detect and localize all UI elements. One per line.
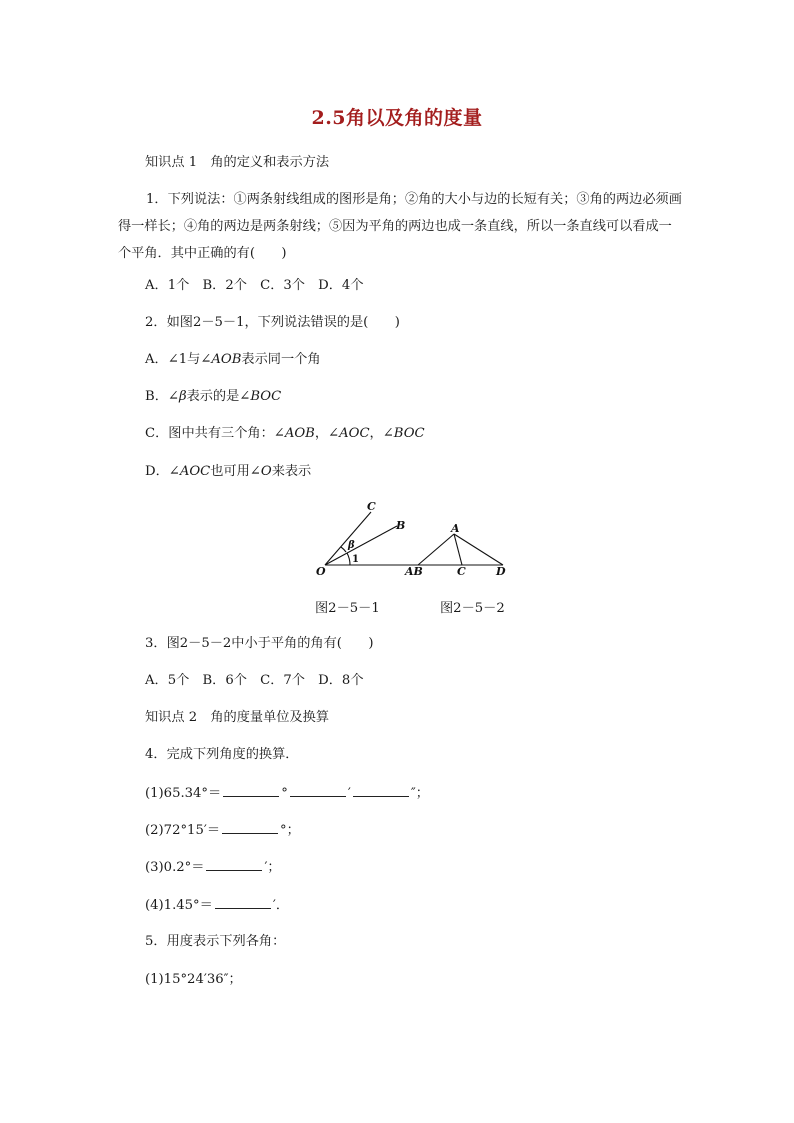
question-3-options: A．5个 B．6个 C．7个 D．8个 — [145, 673, 364, 688]
question-1-options: A．1个 B．2个 C．3个 D．4个 — [145, 278, 364, 293]
question-2-option-b: B．∠β表示的是∠BOC — [145, 389, 282, 404]
answer-blank[interactable] — [223, 784, 279, 797]
question-2-stem: 2．如图2－5－1，下列说法错误的是( ) — [145, 315, 400, 330]
label-c: C — [367, 500, 376, 513]
figure-caption-1: 图2－5－1 — [315, 601, 380, 616]
label-c2: C — [457, 565, 466, 578]
label-ab: AB — [405, 565, 423, 578]
ray-ob — [325, 526, 397, 565]
answer-blank[interactable] — [222, 821, 278, 834]
figure-2-5-2-lines — [412, 534, 503, 565]
question-4-part-3: (3)0.2°＝ ′； — [145, 860, 281, 875]
question-2-option-c: C．图中共有三个角：∠AOB，∠AOC，∠BOC — [145, 426, 425, 441]
ray-oc — [325, 512, 371, 565]
question-1-text: 1．下列说法：①两条射线组成的图形是角；②角的大小与边的长短有关；③角的两边必须画得一样长；④角的两边是两条射线；⑤因为平角的两边也成一条直线，所以一条直线可以看成一个平角．其中正确的有( ) — [118, 192, 682, 261]
label-o: O — [316, 565, 326, 578]
label-b: B — [396, 519, 406, 532]
angle-beta-arc — [341, 547, 346, 552]
angle-1-arc — [347, 553, 350, 565]
question-2-option-d: D．∠AOC也可用∠O来表示 — [145, 464, 312, 479]
question-4-part-2: (2)72°15′＝ °； — [145, 823, 300, 838]
answer-blank[interactable] — [215, 896, 271, 909]
question-4-part-1: (1)65.34°＝ ° ′ ″； — [145, 786, 429, 801]
question-4-part-4: (4)1.45°＝ ′． — [145, 898, 290, 913]
question-3-stem: 3．图2－5－2中小于平角的角有( ) — [145, 636, 374, 651]
answer-blank[interactable] — [353, 784, 409, 797]
segment-ab — [418, 534, 454, 565]
label-a: A — [451, 522, 460, 535]
label-d: D — [496, 565, 506, 578]
question-2-option-a: A．∠1与∠AOB表示同一个角 — [145, 352, 321, 367]
label-beta: β — [348, 540, 355, 551]
label-angle-1: 1 — [352, 554, 359, 565]
section-heading-1: 知识点 1 角的定义和表示方法 — [145, 155, 330, 170]
answer-blank[interactable] — [206, 858, 262, 871]
figure-caption-2: 图2－5－2 — [440, 601, 505, 616]
page-title: 2.5角以及角的度量 — [311, 107, 483, 129]
question-5-stem: 5．用度表示下列各角： — [145, 934, 286, 949]
question-5-part-1: (1)15°24′36″； — [145, 972, 242, 987]
question-4-stem: 4．完成下列角度的换算． — [145, 747, 299, 762]
section-heading-2: 知识点 2 角的度量单位及换算 — [145, 710, 330, 725]
angle-figures — [300, 495, 520, 585]
answer-blank[interactable] — [290, 784, 346, 797]
